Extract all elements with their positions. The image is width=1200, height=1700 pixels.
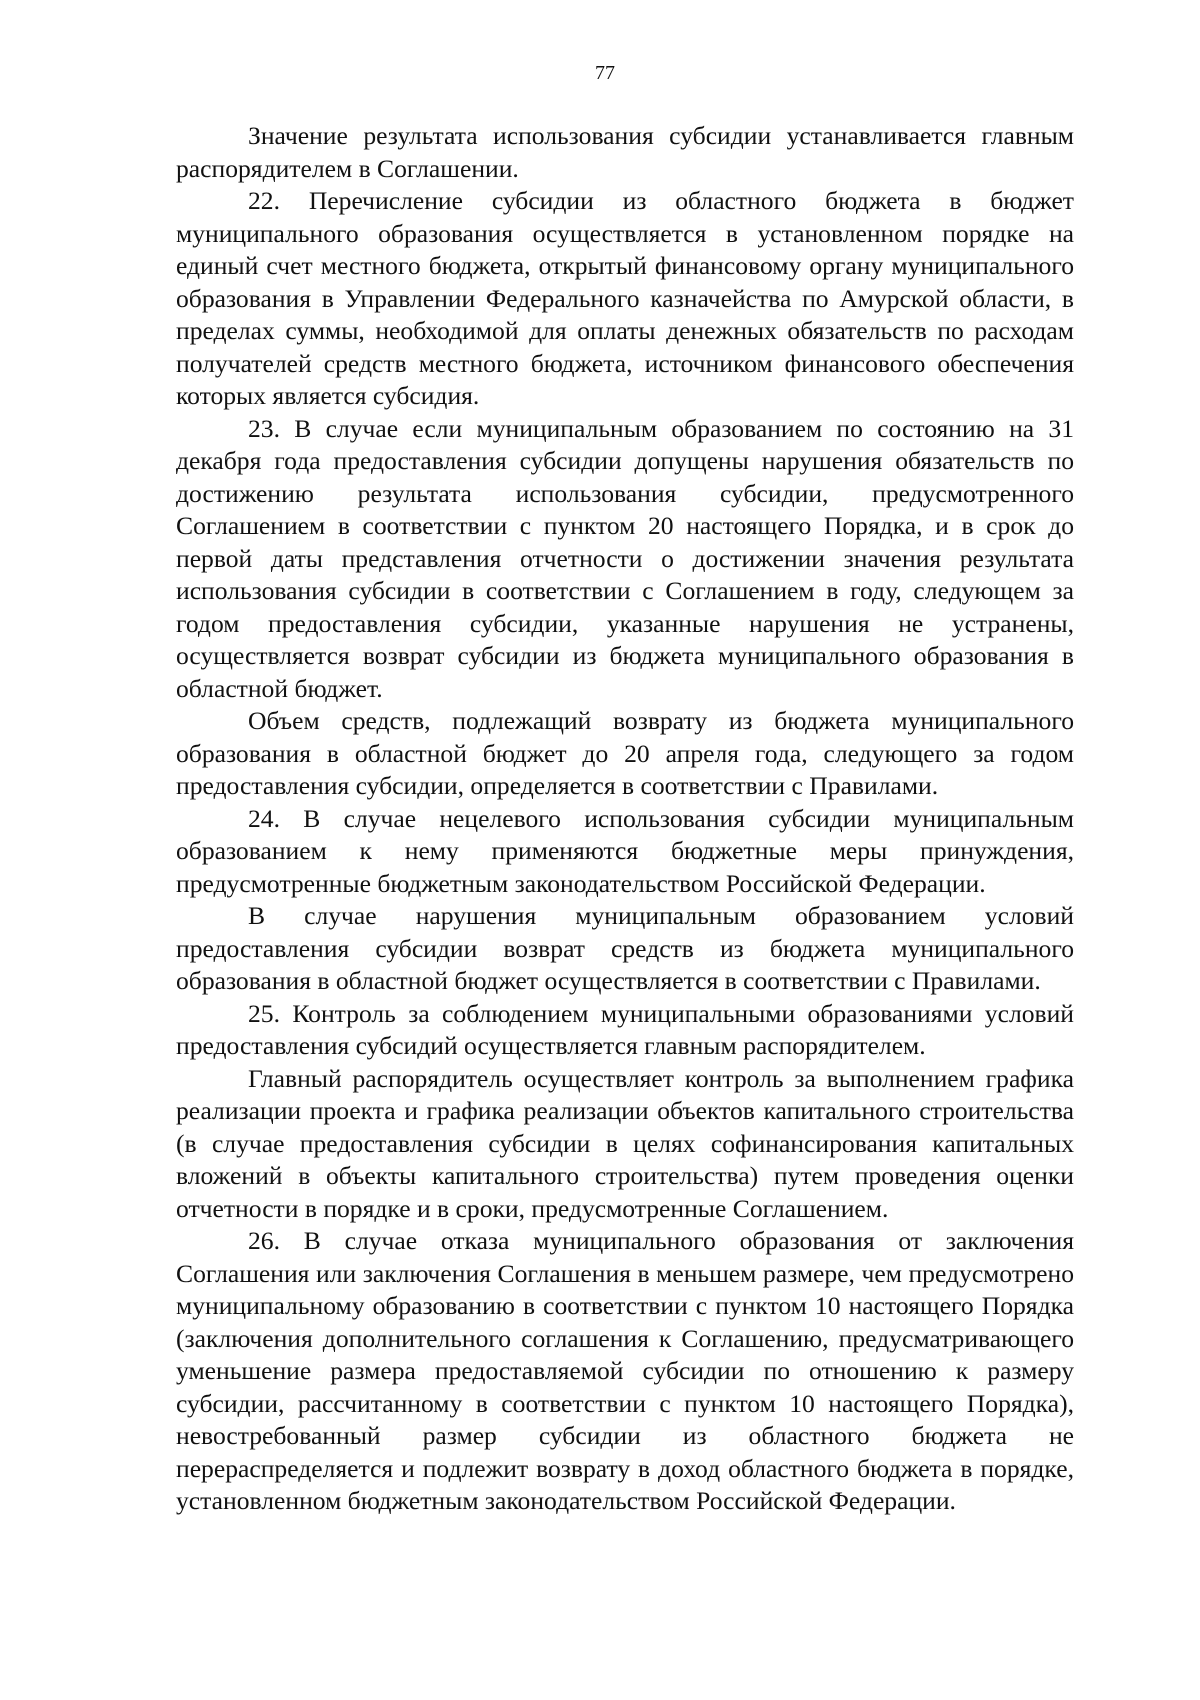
paragraph-control: Главный распорядитель осуществляет контроль за выполнением графика реализации проекта и графика реализации объектов капитального строительства (в случае предоставления субсидии в целях софинансирования капитальных вложений в объекты капитального строительства) путем проведения оценки отчетности в порядке и в сроки, предусмотренные Соглашением.: [176, 1063, 1074, 1223]
paragraph-22: 22. Перечисление субсидии из областного бюджета в бюджет муниципального образования осуществляется в установленном порядке на единый счет местного бюджета, открытый финансовому органу муниципального образования в Управлении Федерального казначейства по Амурской области, в пределах суммы, необходимой для оплаты денежных обязательств по расходам получателей средств местного бюджета, источником финансового обеспечения которых является субсидия.: [176, 186, 1074, 410]
document-body: [176, 120, 1074, 1518]
paragraph-violation-refund: В случае нарушения муниципальным образованием условий предоставления субсидии возврат средств из бюджета муниципального образования в областной бюджет осуществляется в соответствии с Правилами.: [176, 901, 1074, 995]
paragraph-25: 25. Контроль за соблюдением муниципальными образованиями условий предоставления субсидий осуществляется главным распорядителем.: [176, 998, 1074, 1060]
page-number: 77: [595, 62, 615, 84]
paragraph-24: 24. В случае нецелевого использования субсидии муниципальным образованием к нему применяются бюджетные меры принуждения, предусмотренные бюджетным законодательством Российской Федерации.: [176, 803, 1074, 898]
paragraph-26: 26. В случае отказа муниципального образования от заключения Соглашения или заключения Соглашения в меньшем размере, чем предусмотрено муниципальному образованию в соответствии с пунктом 10 настоящего Порядка (заключения дополнительного соглашения к Соглашению, предусматривающего уменьшение размера предоставляемой субсидии по отношению к размеру субсидии, рассчитанному в соответствии с пунктом 10 настоящего Порядка), невостребованный размер субсидии из областного бюджета не перераспределяется и подлежит возврату в доход областного бюджета в порядке, установленном бюджетным законодательством Российской Федерации.: [176, 1226, 1074, 1515]
paragraph-refund-volume: Объем средств, подлежащий возврату из бюджета муниципального образования в областной бюджет до 20 апреля года, следующего за годом предоставления субсидии, определяется в соответствии с Правилами.: [176, 706, 1074, 800]
paragraph-23: 23. В случае если муниципальным образованием по состоянию на 31 декабря года предоставления субсидии допущены нарушения обязательств по достижению результата использования субсидии, предусмотренного Соглашением в соответствии с пунктом 20 настоящего Порядка, и в срок до первой даты представления отчетности о достижении значения результата использования субсидии в соответствии с Соглашением в году, следующем за годом предоставления субсидии, указанные нарушения не устранены, осуществляется возврат субсидии из бюджета муниципального образования в областной бюджет.: [176, 413, 1074, 703]
paragraph-result-value: Значение результата использования субсидии устанавливается главным распорядителем в Соглашении.: [176, 121, 1074, 183]
